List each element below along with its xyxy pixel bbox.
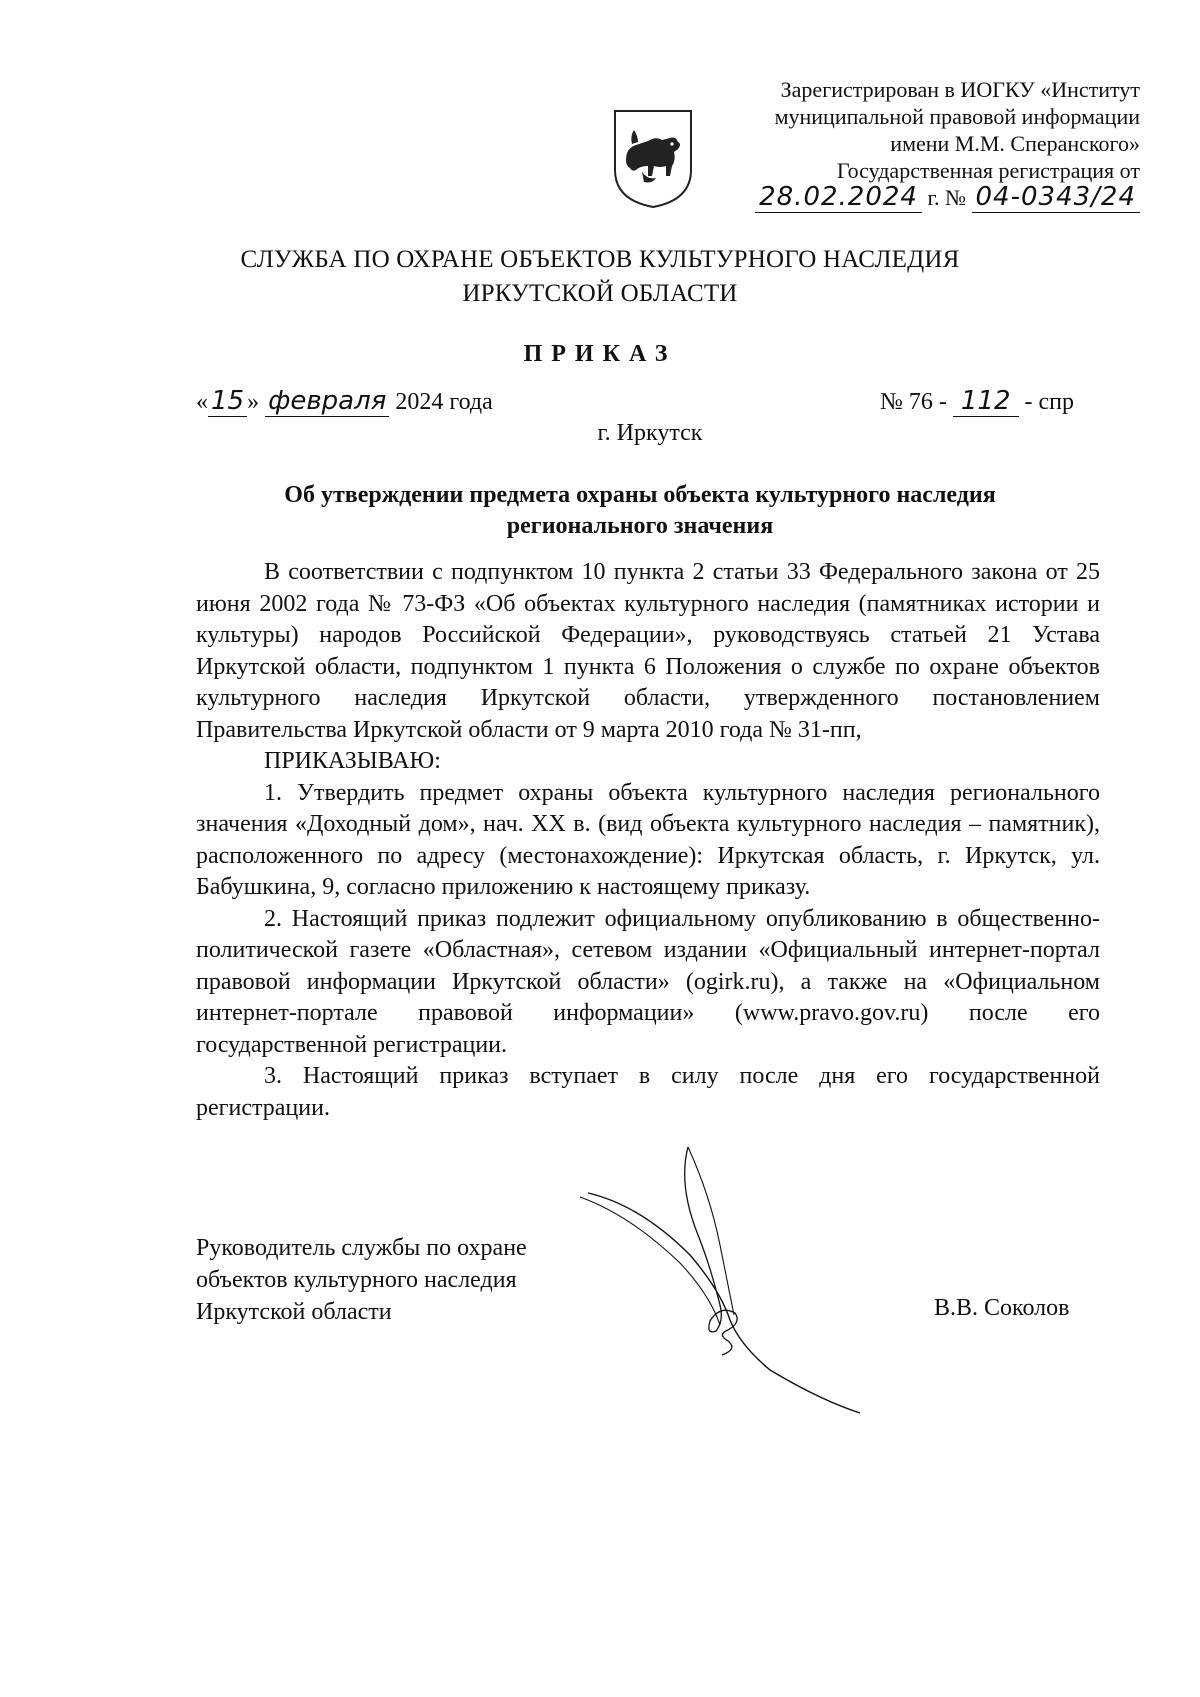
- registration-line: Зарегистрирован в ИОГКУ «Институт: [780, 77, 1140, 102]
- handwritten-signature: [570, 1145, 880, 1415]
- registration-date-number: [700, 184, 1140, 211]
- order-date: [196, 386, 493, 416]
- order-number-value: 112: [953, 386, 1019, 417]
- signer-name: В.В. Соколов: [934, 1295, 1070, 1321]
- order-item-2: 2. Настоящий приказ подлежит официальному опубликованию в общественно-политической газете «Областная», сетевом издании «Официальный интернет-портал правовой информации Иркутской области» (ogirk.ru), а также на «Официальном интернет-портале правовой информации» (www.pravo.gov.ru) после его государственной регистрации.: [196, 905, 1100, 1058]
- preamble-paragraph: В соответствии с подпунктом 10 пункта 2 статьи 33 Федерального закона от 25 июня 2002 года № 73-ФЗ «Об объектах культурного наследия (памятниках истории и культуры) народов Российской Федерации», руководствуясь статьей 21 Устава Иркутской области, подпунктом 1 пункта 6 Положения о службе по охране объектов культурного наследия Иркутской области, утвержденного постановлением Правительства Иркутской области от 9 марта 2010 года № 31-пп,: [196, 559, 1100, 743]
- quote-close: »: [247, 389, 260, 415]
- organization-line: ИРКУТСКОЙ ОБЛАСТИ: [462, 280, 738, 307]
- document-title: [220, 480, 1060, 542]
- signer-line: объектов культурного наследия: [196, 1267, 517, 1293]
- order-word: ПРИКАЗЫВАЮ:: [264, 748, 441, 774]
- order-item-3: 3. Настоящий приказ вступает в силу после дня его государственной регистрации.: [196, 1063, 1100, 1121]
- irkutsk-coat-of-arms-icon: [612, 108, 694, 210]
- title-line: Об утверждении предмета охраны объекта культурного наследия: [284, 482, 996, 508]
- organization-name: [0, 243, 1200, 311]
- title-line: регионального значения: [506, 513, 774, 539]
- order-day: 15: [208, 386, 247, 417]
- registration-line: имени М.М. Сперанского»: [890, 131, 1140, 156]
- registration-number: 04-0343/24: [972, 182, 1140, 213]
- signer-line: Иркутской области: [196, 1299, 392, 1325]
- order-year: 2024 года: [395, 389, 493, 415]
- signer-line: Руководитель службы по охране: [196, 1235, 527, 1261]
- quote-open: «: [196, 389, 208, 415]
- registration-line: Государственная регистрация от: [836, 158, 1140, 183]
- registration-date: 28.02.2024: [755, 182, 922, 213]
- order-number-prefix: № 76 -: [880, 389, 947, 415]
- document-body: [196, 557, 1100, 1124]
- city: г. Иркутск: [597, 420, 703, 446]
- signer-position: [196, 1232, 616, 1328]
- organization-line: СЛУЖБА ПО ОХРАНЕ ОБЪЕКТОВ КУЛЬТУРНОГО НАСЛЕДИЯ: [240, 246, 960, 273]
- order-item-1: 1. Утвердить предмет охраны объекта культурного наследия регионального значения «Доходный дом», нач. XX в. (вид объекта культурного наследия – памятник), расположенного по адресу (местонахождение): Иркутская область, г. Иркутск, ул. Бабушкина, 9, согласно приложению к настоящему приказу.: [196, 779, 1100, 900]
- order-number-suffix: - спр: [1024, 389, 1075, 415]
- registration-stamp: [700, 76, 1140, 211]
- registration-line: муниципальной правовой информации: [774, 104, 1140, 129]
- order-month: февраля: [265, 386, 389, 417]
- document-type: ПРИКАЗ: [523, 341, 677, 367]
- order-number: [880, 386, 1074, 416]
- registration-g-label: г. №: [927, 185, 967, 210]
